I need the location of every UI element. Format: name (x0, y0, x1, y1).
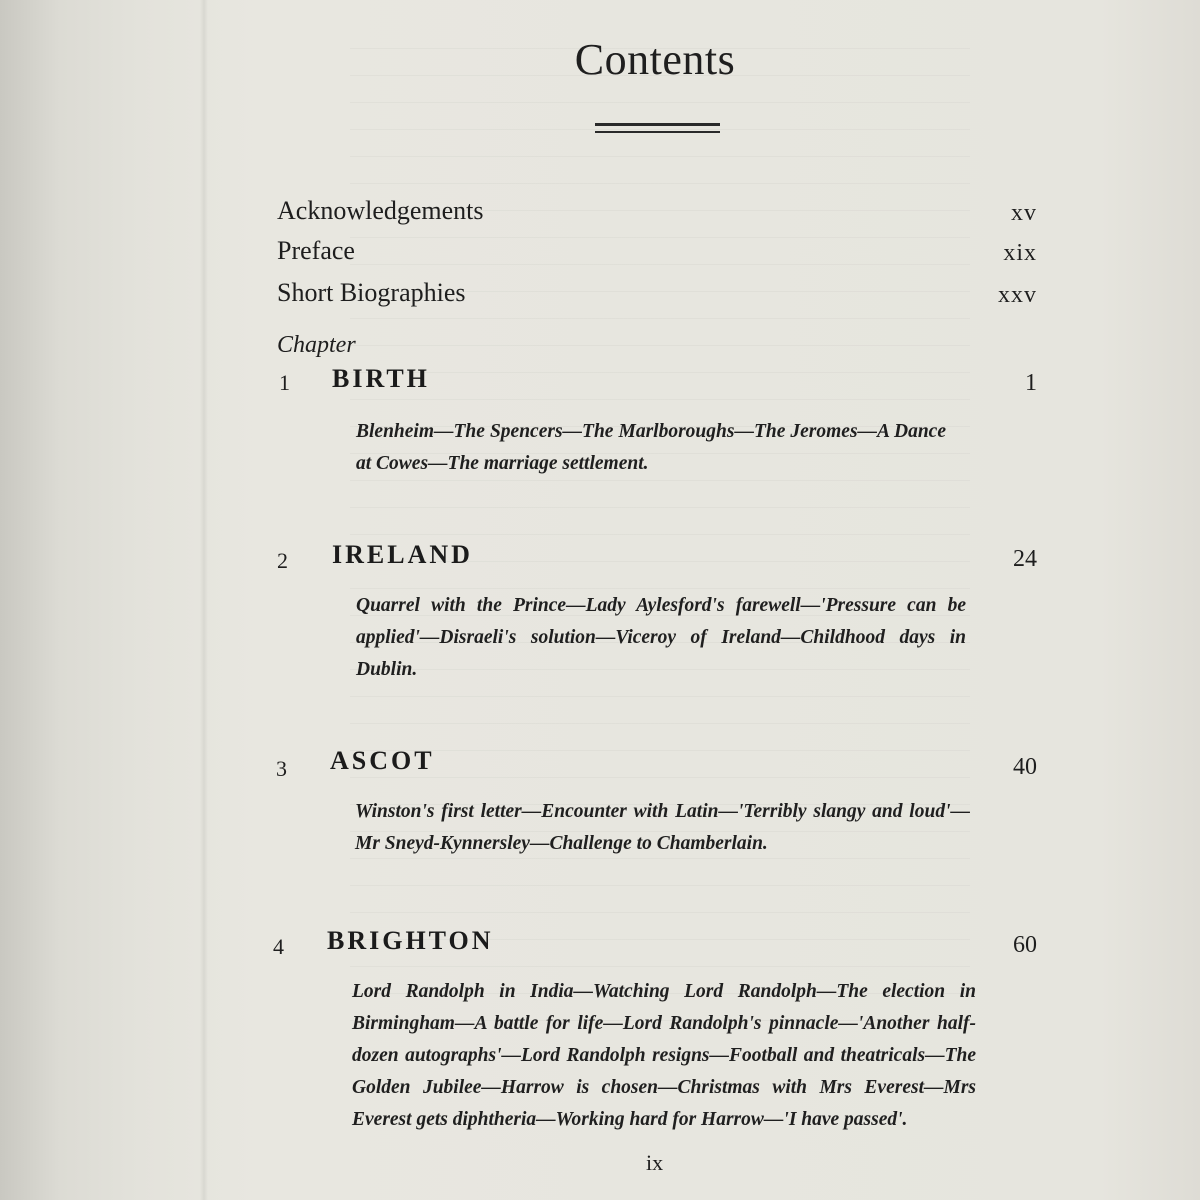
front-matter-preface: Preface (277, 236, 355, 265)
chapter-number: 3 (276, 756, 287, 781)
chapter-page-number: 1 (1025, 370, 1037, 396)
front-matter-acknowledgements-page: xv (1011, 200, 1037, 226)
chapter-number: 4 (273, 934, 284, 959)
chapter-title: IRELAND (332, 540, 473, 569)
chapter-title: BIRTH (332, 364, 430, 393)
front-matter-preface-page: xix (1003, 240, 1037, 266)
chapter-title: ASCOT (330, 746, 435, 775)
chapter-number: 2 (277, 548, 288, 573)
chapter-page-number: 40 (1013, 754, 1037, 780)
front-matter-short-biographies: Short Biographies (277, 278, 466, 307)
chapter-summary: Quarrel with the Prince—Lady Aylesford's farewell—'Pressure can be applied'—Disraeli's solution—Viceroy of Ireland—Childhood days in Dublin. (356, 595, 966, 680)
chapter-summary: Lord Randolph in India—Watching Lord Randolph—The election in Birmingham—A battle for life—Lord Randolph's pinnacle—'Another half-dozen autographs'—Lord Randolph resigns—Football and theatricals—The Golden Jubilee—Harrow is chosen—Christmas with Mrs Everest—Mrs Everest gets diphtheria—Working hard for Harrow—'I have passed'. (352, 981, 976, 1130)
page-title: Contents (574, 35, 736, 84)
front-matter-short-biographies-page: xxv (998, 282, 1037, 308)
chapter-column-heading: Chapter (277, 332, 356, 358)
chapter-summary: Blenheim—The Spencers—The Marlboroughs—The Jeromes—A Dance at Cowes—The marriage settlement. (356, 421, 946, 474)
chapter-title: BRIGHTON (327, 926, 494, 955)
title-double-rule (595, 123, 720, 133)
front-matter-acknowledgements: Acknowledgements (277, 196, 484, 225)
chapter-number: 1 (279, 370, 290, 395)
chapter-summary: Winston's first letter—Encounter with Latin—'Terribly slangy and loud'—Mr Sneyd-Kynnersley—Challenge to Chamberlain. (355, 801, 970, 854)
chapter-page-number: 60 (1013, 932, 1037, 958)
page-gutter-shadow (200, 0, 208, 1200)
page-folio: ix (646, 1150, 664, 1175)
chapter-page-number: 24 (1013, 546, 1037, 572)
show-through-texture (350, 30, 970, 1030)
